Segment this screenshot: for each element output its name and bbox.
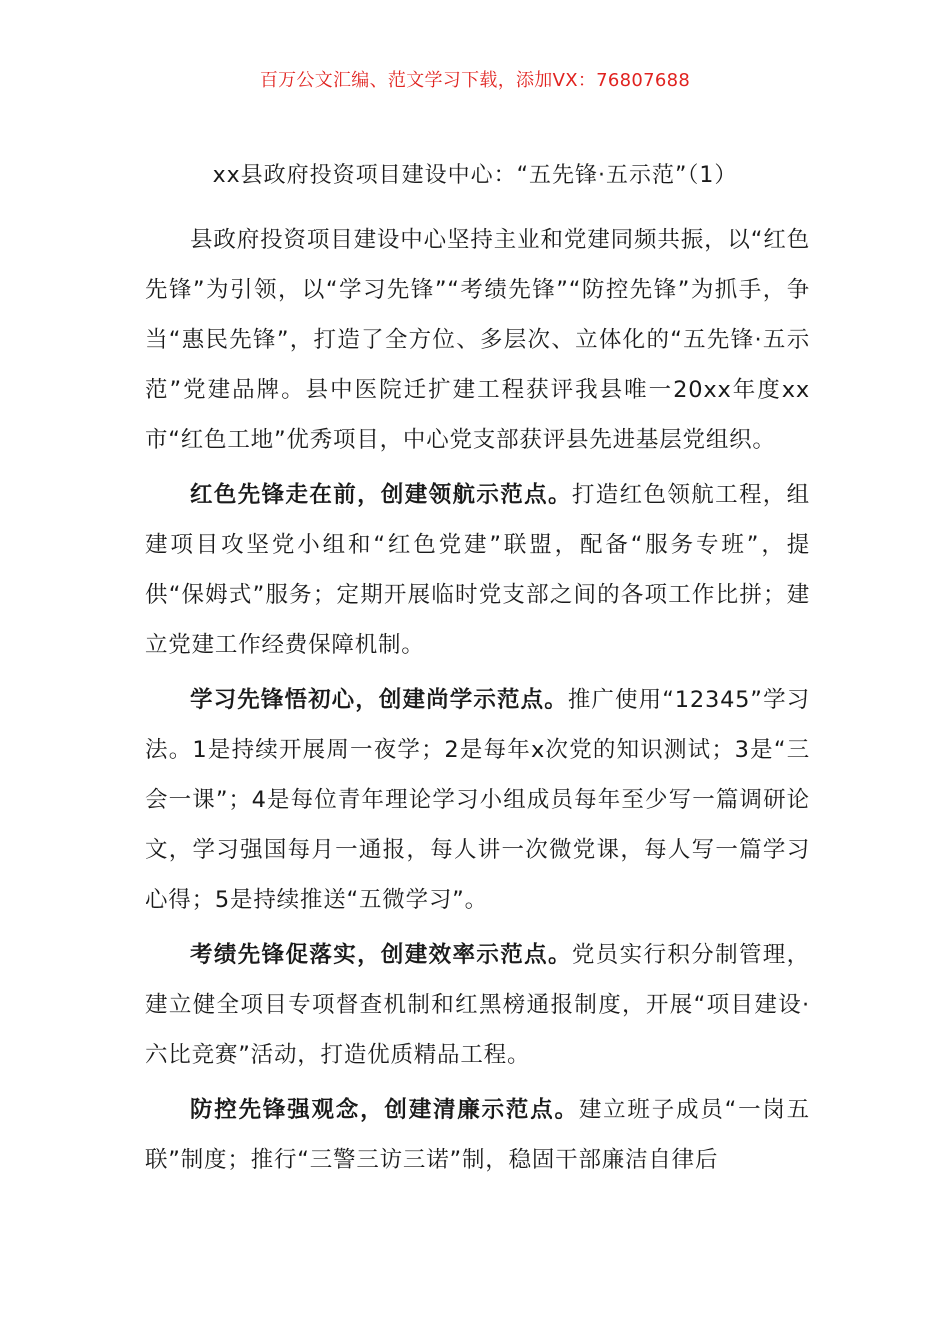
section-heading: 红色先锋走在前，创建领航示范点。	[190, 482, 572, 508]
section-body: 党员实行积分制管理，建立健全项目专项督查机制和红黑榜通报制度，开展“项目建设·六比竞赛”活动，打造优质精品工程。	[145, 942, 810, 1068]
section-body: 打造红色领航工程，组建项目攻坚党小组和“红色党建”联盟，配备“服务专班”，提供“保姆式”服务；定期开展临时党支部之间的各项工作比拼；建立党建工作经费保障机制。	[145, 482, 810, 658]
section-paragraph-study	[145, 675, 810, 925]
section-paragraph-prevention	[145, 1085, 810, 1185]
section-body: 建立班子成员“一岗五联”制度；推行“三警三访三诺”制，稳固干部廉洁自律后	[145, 1097, 810, 1173]
section-paragraph-performance	[145, 930, 810, 1080]
watermark-header: 百万公文汇编、范文学习下载，添加VX：76807688	[259, 70, 691, 91]
section-body: 推广使用“12345”学习法。1是持续开展周一夜学；2是每年x次党的知识测试；3是“三会一课”；4是每位青年理论学习小组成员每年至少写一篇调研论文，学习强国每月一通报，每人讲一次微党课，每人写一篇学习心得；5是持续推送“五微学习”。	[145, 687, 810, 913]
document-title: xx县政府投资项目建设中心：“五先锋·五示范”（1）	[212, 163, 738, 188]
section-heading: 考绩先锋促落实，创建效率示范点。	[190, 942, 572, 968]
section-heading: 学习先锋悟初心，创建尚学示范点。	[190, 687, 568, 713]
section-paragraph-red	[145, 470, 810, 670]
document-body	[145, 215, 810, 1190]
section-heading: 防控先锋强观念，创建清廉示范点。	[190, 1097, 579, 1123]
intro-paragraph: 县政府投资项目建设中心坚持主业和党建同频共振，以“红色先锋”为引领，以“学习先锋”“考绩先锋”“防控先锋”为抓手，争当“惠民先锋”，打造了全方位、多层次、立体化的“五先锋·五示范”党建品牌。县中医院迁扩建工程获评我县唯一20xx年度xx市“红色工地”优秀项目，中心党支部获评县先进基层党组织。	[145, 227, 810, 453]
